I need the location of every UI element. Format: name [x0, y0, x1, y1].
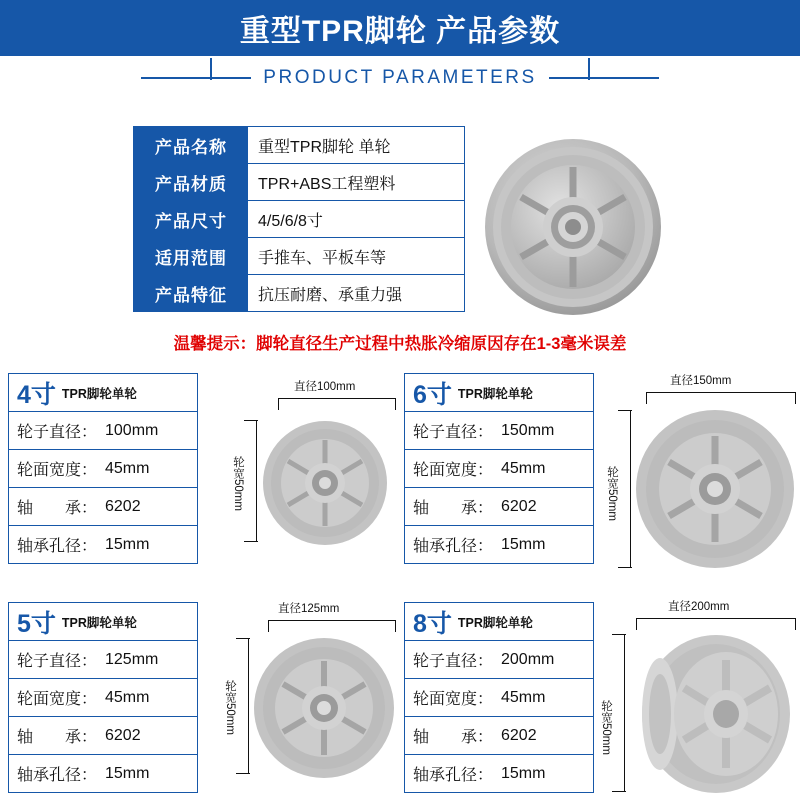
row-label: 轴 承：: [17, 500, 98, 517]
spec-key: 产品特征: [134, 275, 248, 311]
diameter-tick-left: [636, 618, 637, 630]
width-dim-line: [624, 634, 625, 792]
card-row: [9, 412, 197, 450]
spec-key: 产品尺寸: [134, 201, 248, 237]
row-label: 轮子直径：: [17, 424, 98, 441]
row-value: 100mm: [105, 421, 159, 439]
spec-card-6cun: [404, 373, 594, 564]
row-label: 轴 承：: [413, 500, 494, 517]
spec-key: 产品材质: [134, 164, 248, 200]
spec-value: 4/5/6/8寸: [248, 201, 464, 237]
row-label: 轮面宽度：: [17, 462, 98, 479]
card-size-label: 5寸: [17, 609, 56, 638]
row-value: 6202: [105, 726, 141, 744]
caster-wheel-icon: [252, 636, 396, 780]
card-row: [9, 488, 197, 526]
row-label: 轴 承：: [17, 729, 98, 746]
row-label: 轴承孔径：: [413, 767, 494, 784]
notice-text: 温馨提示：脚轮直径生产过程中热胀冷缩原因存在1-3毫米误差: [173, 335, 627, 353]
row-value: 45mm: [501, 688, 546, 706]
card-row: [405, 679, 593, 717]
diameter-tick-right: [795, 618, 796, 630]
page-title: 重型TPR脚轮 产品参数: [239, 15, 561, 48]
table-row: [134, 127, 464, 164]
width-tick-top: [618, 410, 632, 411]
dimension-diagram-6cun: [600, 368, 796, 573]
card-size-label: 4寸: [17, 380, 56, 409]
diameter-dim-line: [646, 392, 796, 393]
spec-card-5cun: [8, 602, 198, 793]
row-value: 45mm: [501, 459, 546, 477]
row-label: 轮面宽度：: [17, 691, 98, 708]
table-row: [134, 275, 464, 312]
spec-table: [133, 126, 465, 312]
diameter-dim-line: [278, 398, 396, 399]
diameter-dim-line: [636, 618, 796, 619]
caster-wheel-icon: [634, 408, 796, 570]
row-label: 轴承孔径：: [17, 538, 98, 555]
page-subtitle: PRODUCT PARAMETERS: [263, 67, 537, 88]
dimension-diagram-4cun: [200, 378, 396, 568]
diameter-tick-right: [395, 620, 396, 632]
row-value: 15mm: [501, 764, 546, 782]
card-row: [9, 679, 197, 717]
row-value: 45mm: [105, 688, 150, 706]
row-label: 轮子直径：: [17, 653, 98, 670]
diameter-tick-left: [268, 620, 269, 632]
dimension-diagram-5cun: [200, 600, 396, 796]
card-subtitle: TPR脚轮单轮: [61, 615, 137, 630]
width-dim-line: [630, 410, 631, 568]
row-value: 45mm: [105, 459, 150, 477]
row-value: 200mm: [501, 650, 555, 668]
subtitle-divider-left: [141, 77, 251, 79]
width-tick-top: [236, 638, 250, 639]
spec-value: 手推车、平板车等: [248, 238, 464, 274]
row-value: 125mm: [105, 650, 159, 668]
width-tick-top: [244, 420, 258, 421]
card-header: [405, 374, 593, 412]
spec-value: 重型TPR脚轮 单轮: [248, 127, 464, 163]
spec-value: TPR+ABS工程塑料: [248, 164, 464, 200]
subtitle-row: [0, 58, 800, 98]
card-header: [9, 603, 197, 641]
spec-card-8cun: [404, 602, 594, 793]
diameter-tick-right: [795, 392, 796, 404]
width-tick-bottom: [236, 773, 250, 774]
row-value: 15mm: [105, 764, 150, 782]
width-tick-bottom: [612, 791, 626, 792]
table-row: [134, 164, 464, 201]
diameter-label: 直径100mm: [294, 381, 356, 393]
row-label: 轴承孔径：: [413, 538, 494, 555]
row-label: 轴 承：: [413, 729, 494, 746]
card-row: [405, 412, 593, 450]
card-size-label: 6寸: [413, 380, 452, 409]
row-value: 6202: [105, 497, 141, 515]
width-label: 轮宽50mm: [600, 700, 612, 755]
spec-key: 产品名称: [134, 127, 248, 163]
width-label: 轮宽50mm: [224, 680, 236, 735]
card-subtitle: TPR脚轮单轮: [457, 386, 533, 401]
width-label: 轮宽50mm: [232, 456, 244, 511]
width-tick-bottom: [244, 541, 258, 542]
width-dim-line: [248, 638, 249, 774]
diameter-label: 直径150mm: [670, 375, 732, 387]
card-row: [405, 450, 593, 488]
card-row: [9, 641, 197, 679]
row-value: 6202: [501, 726, 537, 744]
table-row: [134, 238, 464, 275]
row-label: 轮子直径：: [413, 653, 494, 670]
table-row: [134, 201, 464, 238]
card-row: [9, 717, 197, 755]
caster-wheel-icon: [260, 418, 390, 548]
row-value: 6202: [501, 497, 537, 515]
card-subtitle: TPR脚轮单轮: [457, 615, 533, 630]
card-row: [405, 717, 593, 755]
header-bar: [0, 0, 800, 56]
card-row: [9, 755, 197, 793]
width-label: 轮宽50mm: [606, 466, 618, 521]
dimension-diagram-8cun: [596, 596, 796, 796]
spec-value: 抗压耐磨、承重力强: [248, 275, 464, 311]
row-label: 轮面宽度：: [413, 462, 494, 479]
card-row: [405, 641, 593, 679]
row-label: 轮子直径：: [413, 424, 494, 441]
subtitle-divider-right: [549, 77, 659, 79]
card-subtitle: TPR脚轮单轮: [61, 386, 137, 401]
diameter-tick-left: [646, 392, 647, 404]
width-tick-bottom: [618, 567, 632, 568]
card-header: [405, 603, 593, 641]
diameter-label: 直径125mm: [278, 603, 340, 615]
row-value: 15mm: [501, 535, 546, 553]
row-label: 轮面宽度：: [413, 691, 494, 708]
caster-wheel-icon: [630, 632, 794, 796]
card-row: [405, 488, 593, 526]
caster-wheel-icon: [478, 132, 668, 322]
width-dim-line: [256, 420, 257, 542]
card-row: [405, 526, 593, 564]
diameter-tick-left: [278, 398, 279, 410]
spec-card-4cun: [8, 373, 198, 564]
diameter-tick-right: [395, 398, 396, 410]
spec-key: 适用范围: [134, 238, 248, 274]
card-header: [9, 374, 197, 412]
card-row: [9, 526, 197, 564]
width-tick-top: [612, 634, 626, 635]
diameter-label: 直径200mm: [668, 601, 730, 613]
row-value: 15mm: [105, 535, 150, 553]
card-row: [9, 450, 197, 488]
diameter-dim-line: [268, 620, 396, 621]
row-label: 轴承孔径：: [17, 767, 98, 784]
card-row: [405, 755, 593, 793]
row-value: 150mm: [501, 421, 555, 439]
card-size-label: 8寸: [413, 609, 452, 638]
